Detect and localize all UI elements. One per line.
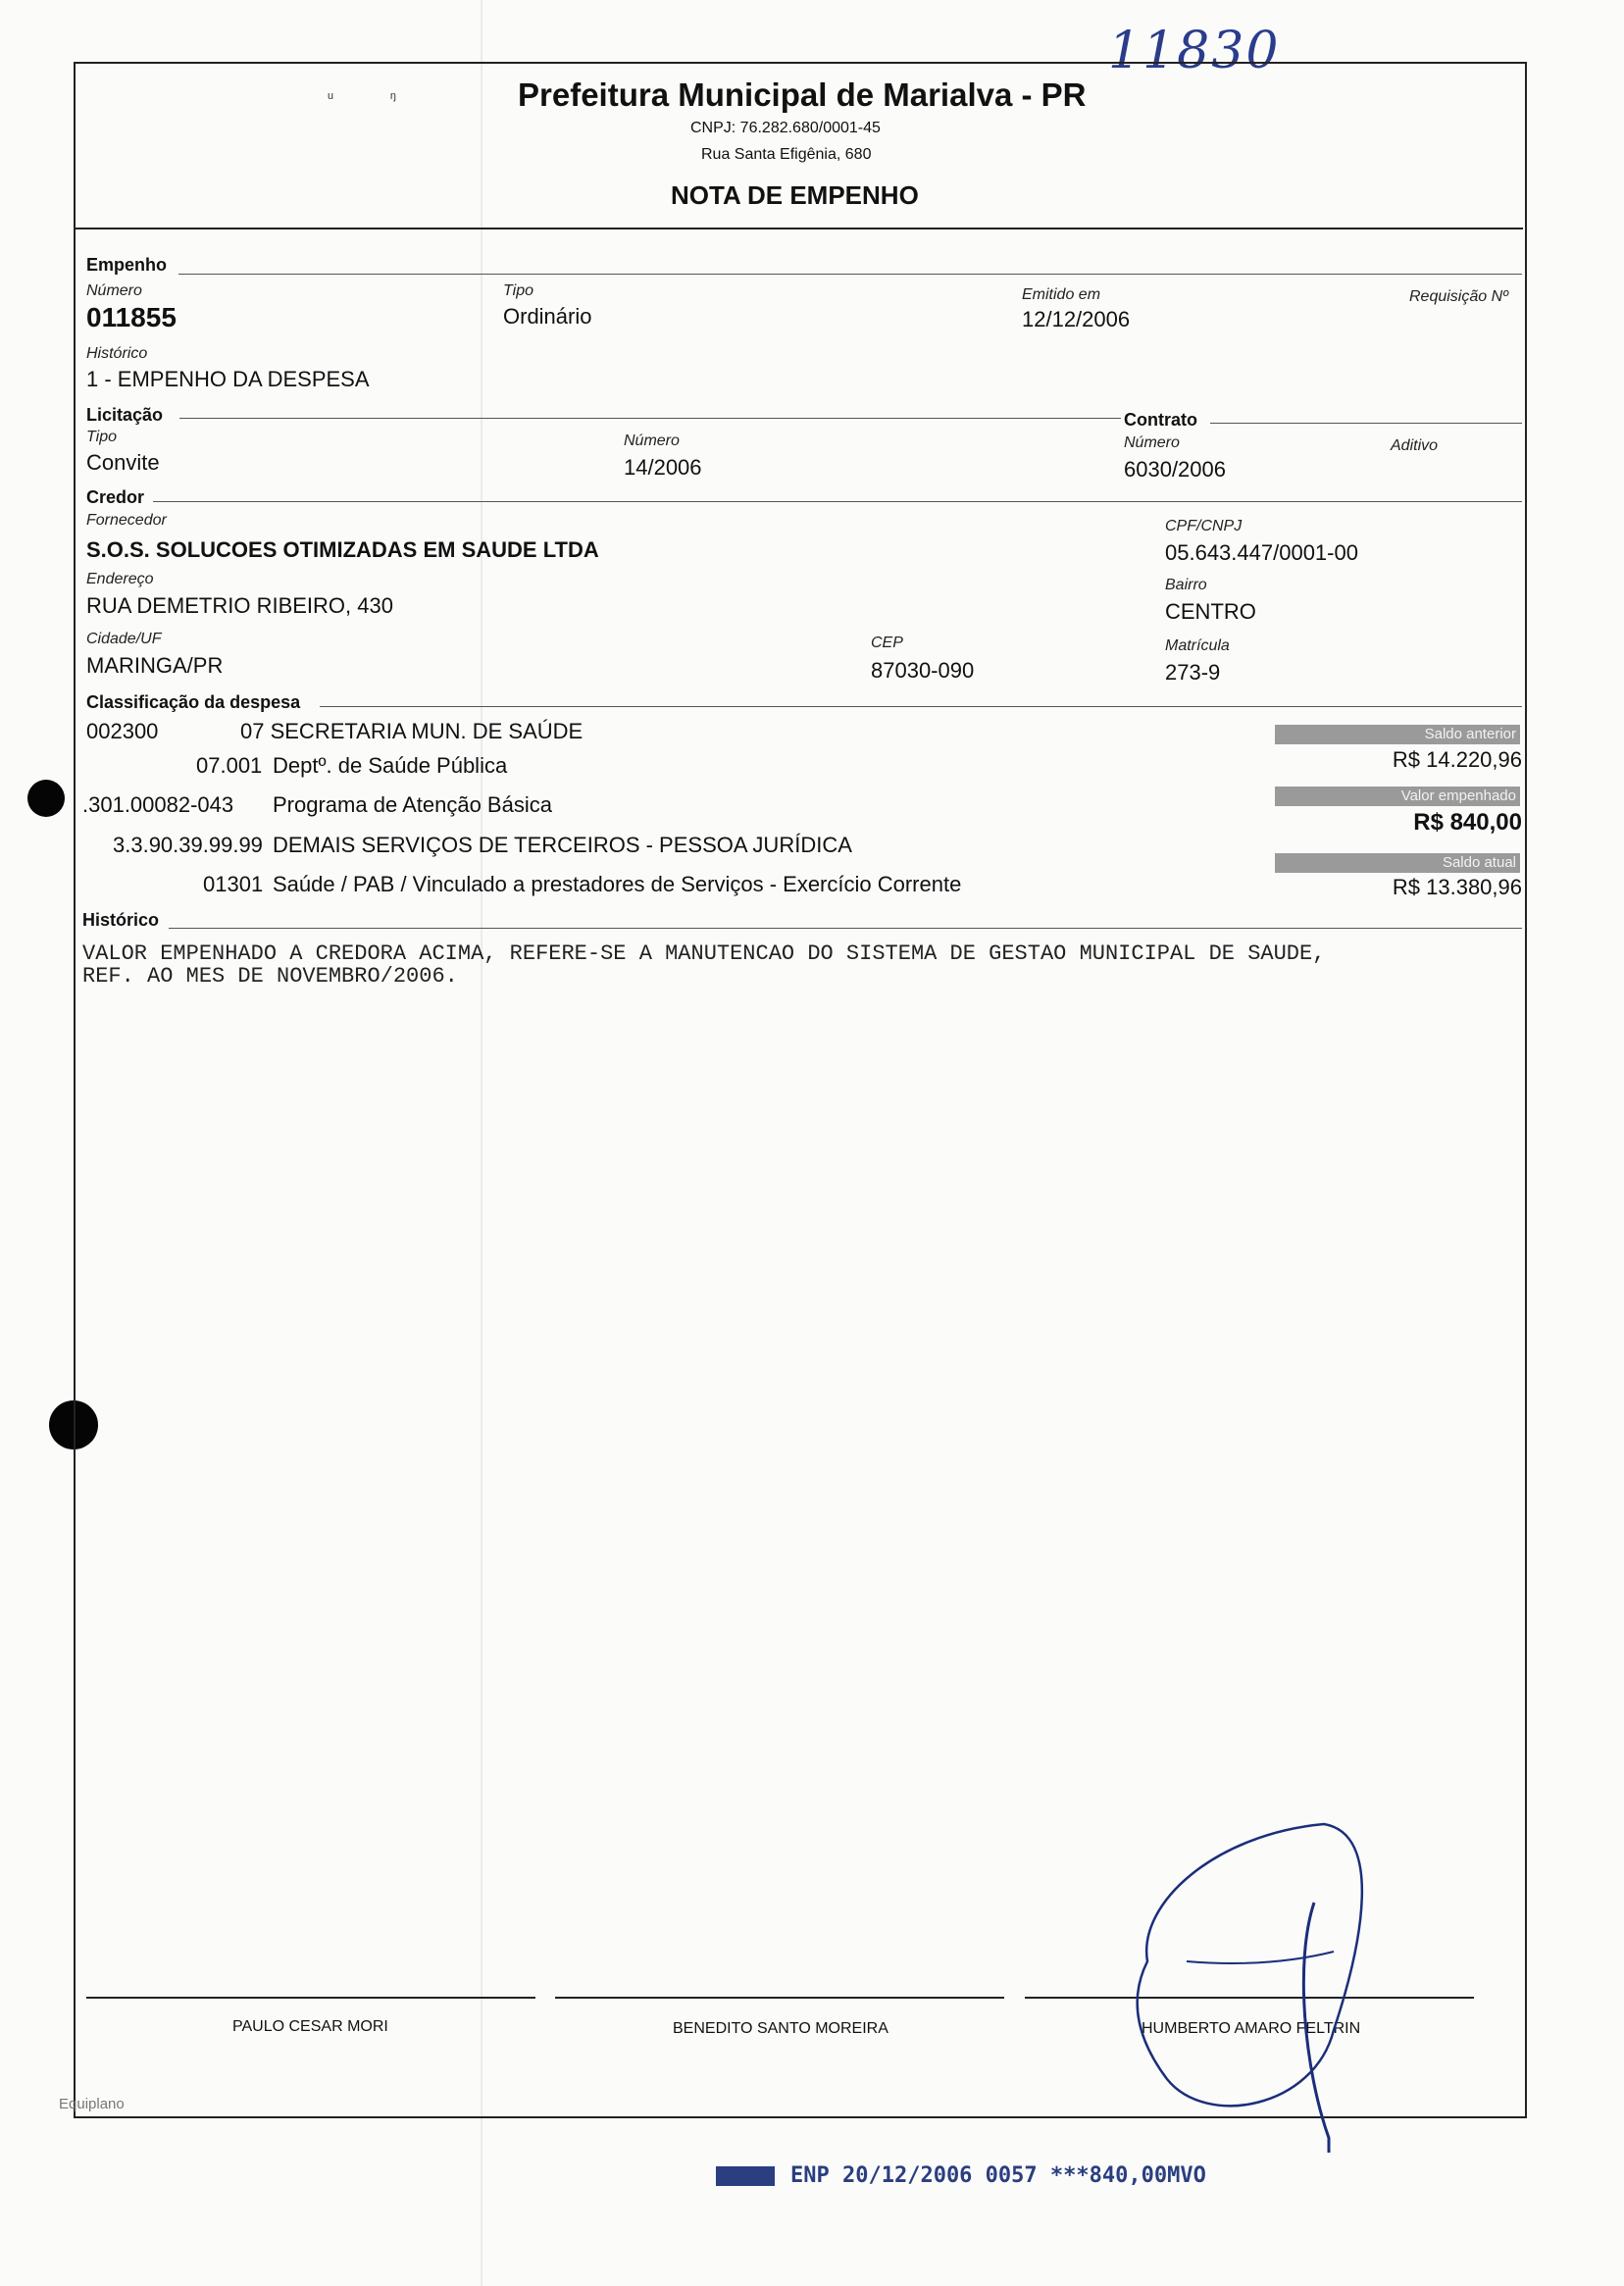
municipality-address: Rua Santa Efigênia, 680 [701, 146, 872, 163]
historico-section-title: Histórico [82, 910, 160, 930]
cidade-label: Cidade/UF [86, 631, 162, 647]
matricula-label: Matrícula [1165, 637, 1230, 654]
valor-empenhado-value: R$ 840,00 [1413, 809, 1522, 836]
signatory-2: BENEDITO SANTO MOREIRA [673, 2020, 888, 2037]
classificacao-line2-code: 07.001 [196, 753, 263, 778]
credor-cnpj: 05.643.447/0001-00 [1165, 540, 1358, 565]
licitacao-section-title: Licitação [86, 405, 164, 425]
endereco-label: Endereço [86, 571, 154, 587]
empenho-tipo-label: Tipo [503, 282, 533, 299]
classificacao-line3-text: Programa de Atenção Básica [273, 792, 552, 817]
contrato-section-title: Contrato [1124, 410, 1197, 430]
saldo-anterior-label: Saldo anterior [1275, 725, 1520, 744]
historico-rule [169, 928, 1522, 929]
signatory-1: PAULO CESAR MORI [232, 2018, 388, 2035]
classificacao-line4-text: DEMAIS SERVIÇOS DE TERCEIROS - PESSOA JURÍDICA [273, 833, 852, 857]
contrato-rule [1210, 423, 1522, 424]
emitido-em-label: Emitido em [1022, 286, 1101, 303]
saldo-atual-label: Saldo atual [1275, 853, 1520, 873]
licitacao-tipo-label: Tipo [86, 429, 117, 445]
historico-line2: REF. AO MES DE NOVEMBRO/2006. [82, 964, 458, 989]
empenho-rule [178, 274, 1522, 275]
mechanical-stamp [716, 2163, 1206, 2188]
cep-value: 87030-090 [871, 658, 975, 683]
classificacao-line5-code: 01301 [203, 872, 264, 896]
classificacao-section-title: Classificação da despesa [86, 692, 301, 712]
header-marks: ᵘ ᵑ [328, 90, 397, 107]
empenho-numero-label: Número [86, 282, 142, 299]
handwritten-signature [1128, 1814, 1383, 2158]
licitacao-numero-label: Número [624, 432, 680, 449]
empenho-historico-label: Histórico [86, 345, 148, 362]
saldo-anterior-value: R$ 14.220,96 [1392, 747, 1522, 772]
fornecedor-name: S.O.S. SOLUCOES OTIMIZADAS EM SAUDE LTDA [86, 537, 599, 562]
licitacao-tipo: Convite [86, 450, 160, 475]
saldo-atual-value: R$ 13.380,96 [1392, 875, 1522, 899]
cep-label: CEP [871, 635, 903, 651]
licitacao-numero: 14/2006 [624, 455, 702, 480]
classificacao-rule [320, 706, 1522, 707]
punch-hole-top [27, 780, 65, 817]
empenho-numero: 011855 [86, 302, 177, 332]
classificacao-line3-code: .301.00082-043 [82, 792, 234, 817]
document-title: NOTA DE EMPENHO [671, 180, 919, 210]
contrato-aditivo-label: Aditivo [1391, 437, 1439, 454]
credor-section-title: Credor [86, 487, 145, 507]
empenho-historico: 1 - EMPENHO DA DESPESA [86, 367, 370, 391]
equiplano-brand: Equiplano [59, 2096, 125, 2112]
bairro-value: CENTRO [1165, 599, 1256, 624]
empenho-tipo: Ordinário [503, 304, 592, 329]
contrato-numero: 6030/2006 [1124, 457, 1226, 482]
endereco-value: RUA DEMETRIO RIBEIRO, 430 [86, 593, 393, 618]
contrato-numero-label: Número [1124, 434, 1180, 451]
cidade-value: MARINGA/PR [86, 653, 224, 678]
credor-rule [153, 501, 1522, 502]
bairro-label: Bairro [1165, 577, 1207, 593]
licitacao-rule [179, 418, 1121, 419]
valor-empenhado-label: Valor empenhado [1275, 787, 1520, 806]
matricula-value: 273-9 [1165, 660, 1221, 685]
fornecedor-label: Fornecedor [86, 512, 167, 529]
municipality-cnpj: CNPJ: 76.282.680/0001-45 [690, 120, 881, 136]
classificacao-line4-code: 3.3.90.39.99.99 [113, 833, 263, 857]
header-divider [74, 228, 1523, 229]
historico-line1: VALOR EMPENHADO A CREDORA ACIMA, REFERE-SE A MANUTENCAO DO SISTEMA DE GESTAO MUNICIPAL DE SAUDE, [82, 941, 1326, 966]
classificacao-line2-text: Deptº. de Saúde Pública [273, 753, 508, 778]
emitido-em-date: 12/12/2006 [1022, 307, 1131, 331]
empenho-section-title: Empenho [86, 255, 168, 275]
classificacao-line1-text: 07 SECRETARIA MUN. DE SAÚDE [240, 719, 584, 743]
credor-cnpj-label: CPF/CNPJ [1165, 518, 1243, 534]
signature-line-1 [86, 1997, 535, 1999]
handwritten-number: 11830 [1108, 22, 1281, 80]
signatory-3: HUMBERTO AMARO FELTRIN [1142, 2020, 1361, 2037]
classificacao-line1-code: 002300 [86, 719, 159, 743]
stamp-text: ENP 20/12/2006 0057 ***840,00MVO [790, 2163, 1206, 2188]
requisicao-label: Requisição Nº [1409, 288, 1508, 305]
classificacao-line5-text: Saúde / PAB / Vinculado a prestadores de Serviços - Exercício Corrente [273, 872, 962, 896]
signature-line-2 [555, 1997, 1004, 1999]
stamp-logo [716, 2166, 775, 2186]
municipality-title: Prefeitura Municipal de Marialva - PR [518, 76, 1087, 113]
